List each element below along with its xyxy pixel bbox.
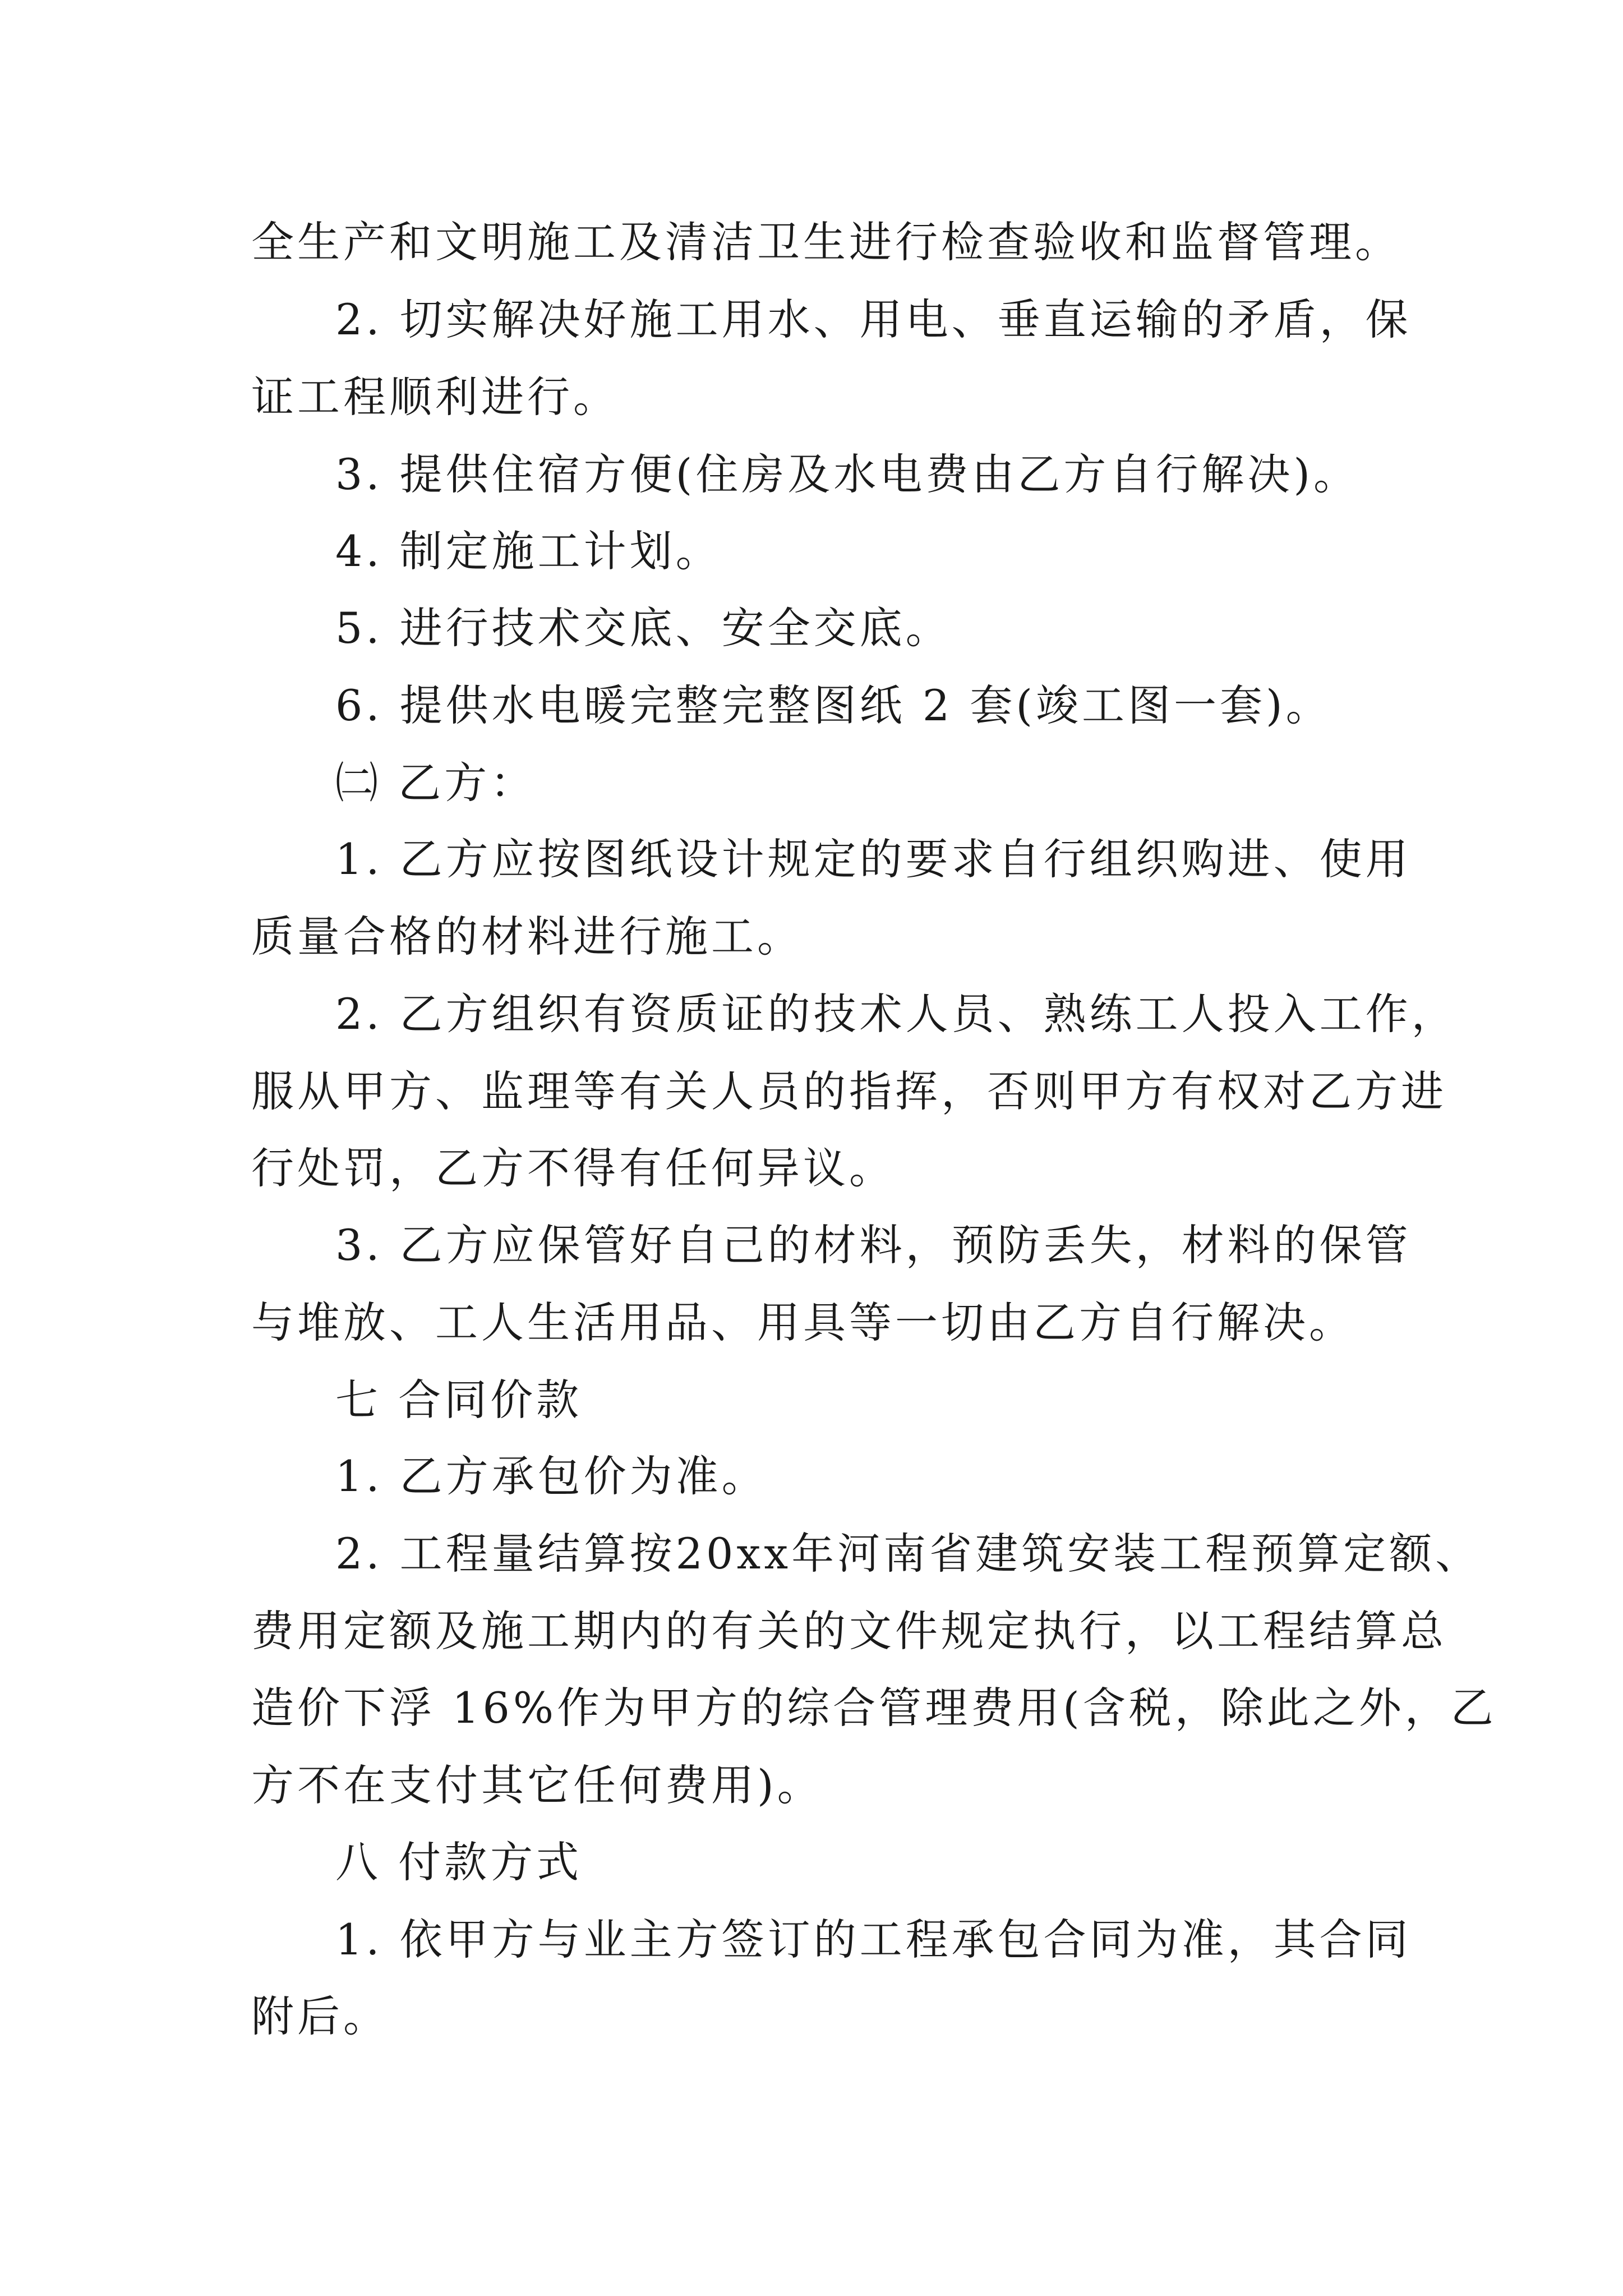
- section-heading: [335, 1361, 582, 1439]
- text-line-content: 5. 进行技术交底、安全交底。: [335, 603, 952, 653]
- text-line: [335, 1437, 768, 1516]
- text-line-content: ㈡ 乙方：: [335, 758, 537, 808]
- text-line: [335, 666, 1332, 745]
- text-line: [251, 358, 619, 436]
- text-line-content: 服从甲方、监理等有关人员的指挥，否则甲方有权对乙方进: [251, 1066, 1447, 1116]
- section-heading: [335, 1823, 582, 1902]
- text-line-content: 七 合同价款: [335, 1375, 583, 1425]
- text-line: [335, 1206, 1412, 1285]
- text-line: [335, 820, 1412, 899]
- text-line: [251, 1592, 1447, 1671]
- text-line: [335, 280, 1412, 359]
- text-line: [251, 1977, 389, 2056]
- text-line: [335, 512, 722, 591]
- text-line-content: 证工程顺利进行。: [251, 372, 619, 422]
- text-line: [335, 1901, 1412, 1979]
- text-line: [251, 1129, 895, 1208]
- text-line-content: 2. 工程量结算按20xx年河南省建筑安装工程预算定额、: [335, 1529, 1482, 1579]
- text-line-content: 行处罚，乙方不得有任何异议。: [251, 1143, 895, 1193]
- text-line-content: 3. 提供住宿方便(住房及水电费由乙方自行解决)。: [335, 449, 1359, 499]
- text-line-content: 全生产和文明施工及清洁卫生进行检查验收和监督管理。: [251, 217, 1401, 267]
- text-line-content: 附后。: [251, 1991, 389, 2041]
- text-line-content: 方不在支付其它任何费用)。: [251, 1760, 823, 1810]
- text-line-content: 6. 提供水电暖完整完整图纸 2 套(竣工图一套)。: [335, 680, 1332, 730]
- text-line-content: 3. 乙方应保管好自己的材料，预防丢失，材料的保管: [335, 1220, 1412, 1270]
- text-line-content: 造价下浮 16%作为甲方的综合管理费用(含税，除此之外，乙: [251, 1683, 1497, 1733]
- text-line: [251, 898, 803, 976]
- section-heading: [335, 744, 536, 822]
- text-line-content: 与堆放、工人生活用品、用具等一切由乙方自行解决。: [251, 1297, 1355, 1347]
- text-line-content: 1. 乙方应按图纸设计规定的要求自行组织购进、使用: [335, 834, 1412, 884]
- text-line-content: 费用定额及施工期内的有关的文件规定执行，以工程结算总: [251, 1606, 1447, 1656]
- text-line-content: 1. 依甲方与业主方签订的工程承包合同为准，其合同: [335, 1915, 1412, 1964]
- text-line: [251, 1669, 1497, 1747]
- text-line: [335, 975, 1458, 1053]
- text-line: [335, 435, 1359, 514]
- text-line-content: 4. 制定施工计划。: [335, 526, 722, 576]
- text-line-content: 八 付款方式: [335, 1837, 583, 1887]
- text-line-content: 2. 乙方组织有资质证的技术人员、熟练工人投入工作，: [335, 989, 1458, 1039]
- text-line: [251, 1052, 1447, 1131]
- text-line: [335, 589, 952, 668]
- text-line-content: 质量合格的材料进行施工。: [251, 912, 803, 961]
- text-line: [251, 1746, 823, 1825]
- text-line: [335, 1515, 1482, 1593]
- text-line: [251, 1283, 1355, 1362]
- text-line-content: 2. 切实解决好施工用水、用电、垂直运输的矛盾，保: [335, 295, 1412, 344]
- text-line: [251, 203, 1401, 282]
- text-line-content: 1. 乙方承包价为准。: [335, 1451, 768, 1501]
